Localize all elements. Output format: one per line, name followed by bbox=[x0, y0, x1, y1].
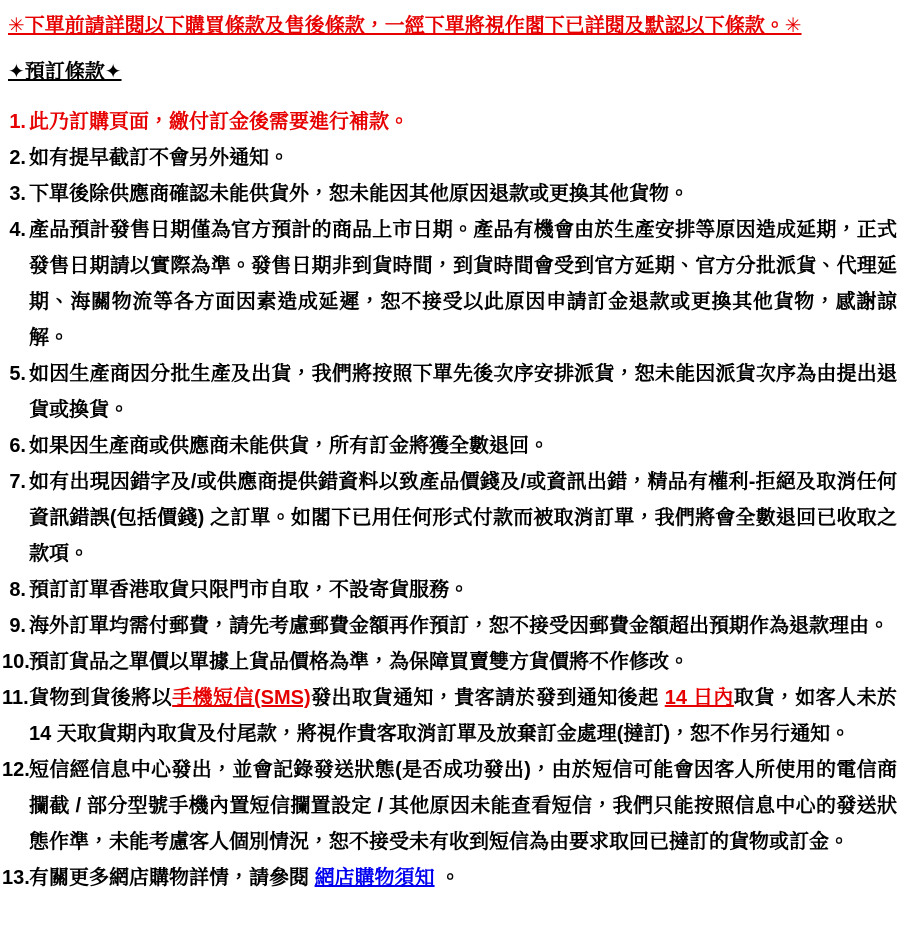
item-number: 12. bbox=[2, 759, 30, 781]
text-segment: 產品預計發售日期僅為官方預計的商品上市日期。產品有機會由於生產安排等原因造成延期，正式發售日期請以實際為準。發售日期非到貨時間，到貨時間會受到官方延期、官方分批派貨、代理延期、海關物流等各方面因素造成延遲，恕不接受以此原因申請訂金退款或更換其他貨物，感謝諒解。 bbox=[29, 219, 897, 349]
list-item bbox=[2, 752, 903, 860]
text-segment: 有關更多網店購物詳情，請參閱 bbox=[29, 867, 315, 889]
item-text bbox=[29, 104, 903, 140]
item-text bbox=[29, 680, 903, 752]
item-text bbox=[29, 860, 903, 896]
store-shopping-notice-link[interactable]: 網店購物須知 bbox=[314, 867, 435, 889]
item-text bbox=[29, 644, 903, 680]
item-number: 3. bbox=[9, 183, 26, 205]
item-text bbox=[29, 572, 903, 608]
list-item bbox=[2, 140, 903, 176]
item-text bbox=[29, 176, 903, 212]
text-segment: 下單後除供應商確認未能供貨外，恕未能因其他原因退款或更換其他貨物。 bbox=[29, 183, 689, 205]
list-item bbox=[2, 680, 903, 752]
item-text bbox=[29, 752, 903, 860]
text-segment: 如有提早截訂不會另外通知。 bbox=[29, 147, 289, 169]
text-segment: 取貨，如客人未於 14 天取貨期內取貨及付尾款，將視作貴客取消訂單及放棄訂金處理(撻訂)，恕不作另行通知。 bbox=[29, 687, 898, 745]
item-text bbox=[29, 356, 903, 428]
list-item bbox=[2, 572, 903, 608]
terms-warning-header: ✳下單前請詳閱以下購買條款及售後條款，一經下單將視作閣下已詳閱及默認以下條款。✳ bbox=[8, 15, 802, 37]
item-text bbox=[29, 140, 903, 176]
list-item bbox=[2, 212, 903, 356]
text-segment: 此乃訂購頁面，繳付訂金後需要進行補款。 bbox=[29, 111, 409, 133]
item-number: 9. bbox=[9, 615, 26, 637]
text-segment: 如因生產商因分批生產及出貨，我們將按照下單先後次序安排派貨，恕未能因派貨次序為由提出退貨或換貨。 bbox=[29, 363, 897, 421]
item-number: 11. bbox=[2, 687, 29, 709]
item-number: 7. bbox=[9, 471, 26, 493]
item-text bbox=[29, 212, 903, 356]
item-number: 5. bbox=[9, 363, 26, 385]
text-segment: 發出取貨通知，貴客請於發到通知後起 bbox=[310, 687, 665, 709]
item-number: 4. bbox=[9, 219, 26, 241]
item-number: 2. bbox=[9, 147, 26, 169]
item-number: 1. bbox=[9, 111, 26, 133]
list-item bbox=[2, 356, 903, 428]
text-segment: 預訂貨品之單價以單據上貨品價格為準，為保障買賣雙方貨價將不作修改。 bbox=[29, 651, 689, 673]
text-segment: 如有出現因錯字及/或供應商提供錯資料以致產品價錢及/或資訊出錯，精品有權利-拒絕及取消任何資訊錯誤(包括價錢) 之訂單。如閣下已用任何形式付款而被取消訂單，我們將會全數退回已收取之款項。 bbox=[29, 471, 897, 565]
item-text bbox=[29, 428, 903, 464]
text-segment: 如果因生產商或供應商未能供貨，所有訂金將獲全數退回。 bbox=[29, 435, 549, 457]
item-number: 13. bbox=[2, 867, 30, 889]
text-segment: 短信經信息中心發出，並會記錄發送狀態(是否成功發出)，由於短信可能會因客人所使用的電信商攔截 / 部分型號手機內置短信攔置設定 / 其他原因未能查看短信，我們只能按照信息中心的發送狀態作準，未能考慮客人個別情況，恕不接受未有收到短信為由要求取回已撻訂的貨物或訂金。 bbox=[29, 759, 897, 853]
list-item bbox=[2, 608, 903, 644]
list-item bbox=[2, 104, 903, 140]
list-item bbox=[2, 428, 903, 464]
terms-list bbox=[2, 104, 903, 896]
item-text bbox=[29, 608, 903, 644]
list-item bbox=[2, 176, 903, 212]
item-number: 8. bbox=[9, 579, 26, 601]
text-segment: 。 bbox=[434, 867, 461, 889]
highlighted-text: 手機短信(SMS) bbox=[172, 687, 311, 709]
list-item bbox=[2, 464, 903, 572]
item-text bbox=[29, 464, 903, 572]
text-segment: 貨物到貨後將以 bbox=[29, 687, 173, 709]
list-item bbox=[2, 860, 903, 896]
text-segment: 海外訂單均需付郵費，請先考慮郵費金額再作預訂，恕不接受因郵費金額超出預期作為退款理由。 bbox=[29, 615, 889, 637]
highlighted-text: 14 日內 bbox=[664, 687, 734, 709]
text-segment: 預訂訂單香港取貨只限門市自取，不設寄貨服務。 bbox=[29, 579, 469, 601]
section-title-preorder-terms: ✦預訂條款✦ bbox=[8, 61, 122, 83]
item-number: 6. bbox=[9, 435, 26, 457]
list-item bbox=[2, 644, 903, 680]
item-number: 10. bbox=[2, 651, 30, 673]
